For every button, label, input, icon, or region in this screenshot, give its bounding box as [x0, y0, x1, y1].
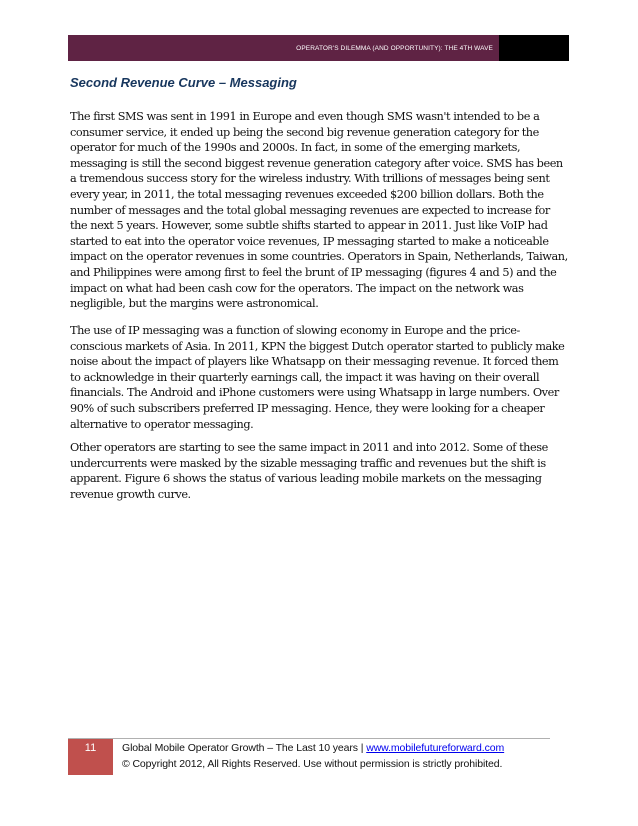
document-header-title: OPERATOR'S DILEMMA (AND OPPORTUNITY): THE 4TH WAVE [296, 44, 493, 52]
body-paragraph-1: The first SMS was sent in 1991 in Europe and even though SMS wasn't intended to be a consumer service, it ended up being the second big revenue generation category for the operator for much of the 1990s and 2000s. In fact, in some of the emerging markets, messaging is still the second biggest revenue generation category after voice. SMS has been a tremendous success story for the wireless industry. With trillions of messages being sent every year, in 2011, the total messaging revenues exceeded $200 billion dollars. Both the number of messages and the total global messaging revenues are expected to increase for the next 5 years. However, some subtle shifts started to appear in 2011. Just like VoIP had started to eat into the operator voice revenues, IP messaging started to make a noticeable impact on the operator revenues in some countries. Operators in Spain, Netherlands, Taiwan, and Philippines were among first to feel the brunt of IP messaging (figures 4 and 5) and the impact on what had been cash cow for the operators. The impact on the network was negligible, but the margins were astronomical. [70, 110, 568, 311]
section-heading: Second Revenue Curve – Messaging [70, 75, 297, 90]
body-paragraph-2: The use of IP messaging was a function of slowing economy in Europe and the price-conscious markets of Asia. In 2011, KPN the biggest Dutch operator started to publicly make noise about the impact of players like Whatsapp on their messaging revenue. It forced them to acknowledge in their quarterly earnings call, the impact it was having on their overall financials. The Android and iPhone customers were using Whatsapp in large numbers. Over 90% of such subscribers preferred IP messaging. Hence, they were looking for a cheaper alternative to operator messaging. [70, 324, 565, 431]
header-accent-block [499, 35, 569, 61]
footer-copyright: © Copyright 2012, All Rights Reserved. Use without permission is strictly prohibited. [122, 758, 503, 770]
page-number-badge: 11 [68, 739, 113, 775]
footer-line-1 [122, 742, 504, 754]
document-header-bar [68, 35, 569, 61]
body-paragraph-3: Other operators are starting to see the same impact in 2011 and into 2012. Some of these undercurrents were masked by the sizable messaging traffic and revenues but the shift is apparent. Figure 6 shows the status of various leading mobile markets on the messaging revenue growth curve. [70, 441, 548, 501]
footer-document-title: Global Mobile Operator Growth – The Last 10 years | [122, 742, 367, 754]
footer-website-link[interactable]: www.mobilefutureforward.com [366, 742, 505, 754]
footer-divider [68, 738, 550, 739]
